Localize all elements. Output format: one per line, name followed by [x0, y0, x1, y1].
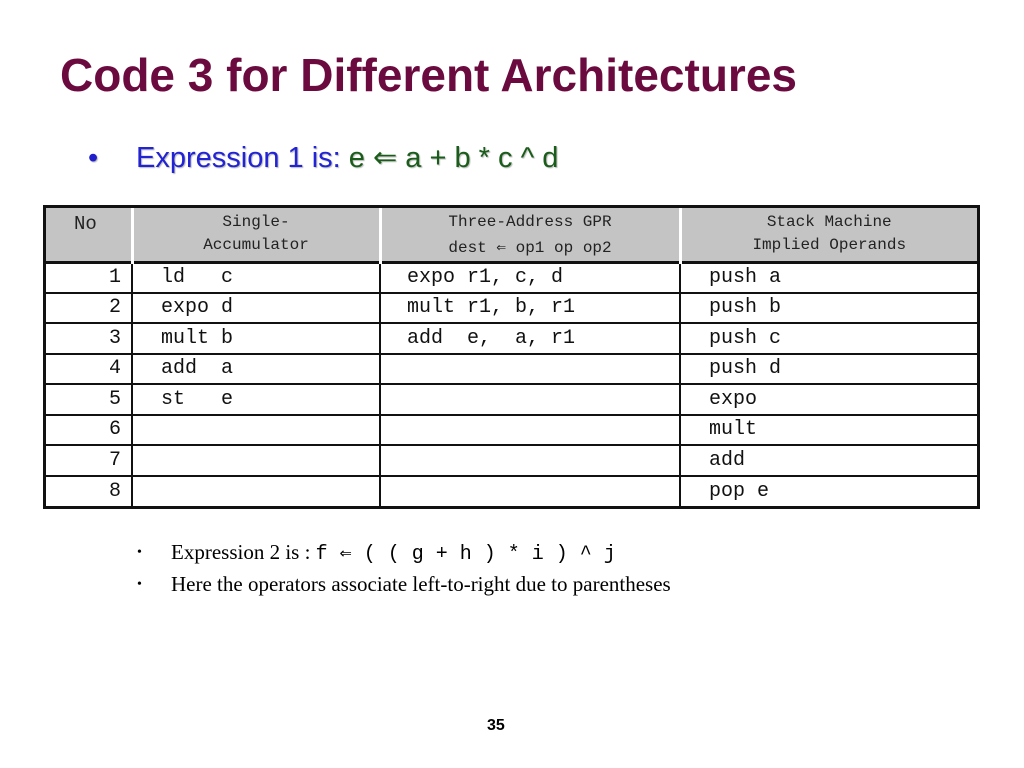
accumulator-instruction: add a: [132, 354, 380, 385]
stack-instruction: pop e: [680, 476, 977, 507]
expression-2-label: Expression 2 is :: [171, 540, 316, 564]
architecture-code-table: [43, 205, 980, 509]
gpr-instruction: add e, a, r1: [380, 323, 680, 354]
header-gpr-line1: Three-Address GPR: [448, 213, 612, 231]
table-row: [46, 323, 977, 354]
gpr-instruction: [380, 476, 680, 507]
gpr-instruction: [380, 415, 680, 446]
row-number: 2: [46, 293, 132, 324]
list-item: [131, 540, 671, 572]
header-stack-machine: [680, 208, 977, 262]
header-single-accumulator: [132, 208, 380, 262]
header-three-address-gpr: [380, 208, 680, 262]
slide-title: Code 3 for Different Architectures: [60, 49, 797, 101]
table-row: [46, 293, 977, 324]
stack-instruction: push a: [680, 262, 977, 293]
table-header-row: [46, 208, 977, 262]
table-row: [46, 262, 977, 293]
accumulator-instruction: [132, 415, 380, 446]
expression-2-formula: f ⇐ ( ( g + h ) * i ) ^ j: [315, 543, 616, 566]
bullet-icon: •: [88, 142, 99, 174]
gpr-instruction: [380, 445, 680, 476]
stack-instruction: push c: [680, 323, 977, 354]
table-row: [46, 445, 977, 476]
row-number: 8: [46, 476, 132, 507]
bullet-icon: •: [137, 577, 142, 592]
gpr-instruction: expo r1, c, d: [380, 262, 680, 293]
table-row: [46, 384, 977, 415]
header-stack-line2: Implied Operands: [752, 236, 907, 254]
expression-1-label: Expression 1 is:: [136, 142, 349, 174]
expression-1-bullet: [88, 140, 558, 175]
header-stack-line1: Stack Machine: [766, 213, 892, 231]
stack-instruction: expo: [680, 384, 977, 415]
row-number: 4: [46, 354, 132, 385]
associativity-note: Here the operators associate left-to-right due to parentheses: [171, 572, 671, 596]
list-item: [131, 572, 671, 604]
header-acc-line1: Single-: [222, 213, 290, 231]
header-gpr-line2: dest ⇐ op1 op op2: [448, 239, 612, 257]
table-row: [46, 354, 977, 385]
row-number: 5: [46, 384, 132, 415]
row-number: 3: [46, 323, 132, 354]
accumulator-instruction: [132, 445, 380, 476]
table-row: [46, 476, 977, 507]
gpr-instruction: [380, 354, 680, 385]
stack-instruction: push b: [680, 293, 977, 324]
accumulator-instruction: st e: [132, 384, 380, 415]
table-row: [46, 415, 977, 446]
accumulator-instruction: mult b: [132, 323, 380, 354]
row-number: 6: [46, 415, 132, 446]
stack-instruction: add: [680, 445, 977, 476]
bullet-icon: •: [137, 545, 142, 560]
expression-1-formula: e ⇐ a + b * c ^ d: [348, 142, 559, 174]
accumulator-instruction: ld c: [132, 262, 380, 293]
header-acc-line2: Accumulator: [203, 236, 309, 254]
notes-list: [131, 540, 671, 604]
gpr-instruction: mult r1, b, r1: [380, 293, 680, 324]
accumulator-instruction: [132, 476, 380, 507]
stack-instruction: mult: [680, 415, 977, 446]
stack-instruction: push d: [680, 354, 977, 385]
row-number: 7: [46, 445, 132, 476]
page-number: 35: [487, 717, 505, 734]
gpr-instruction: [380, 384, 680, 415]
header-no: No: [46, 208, 132, 262]
row-number: 1: [46, 262, 132, 293]
accumulator-instruction: expo d: [132, 293, 380, 324]
